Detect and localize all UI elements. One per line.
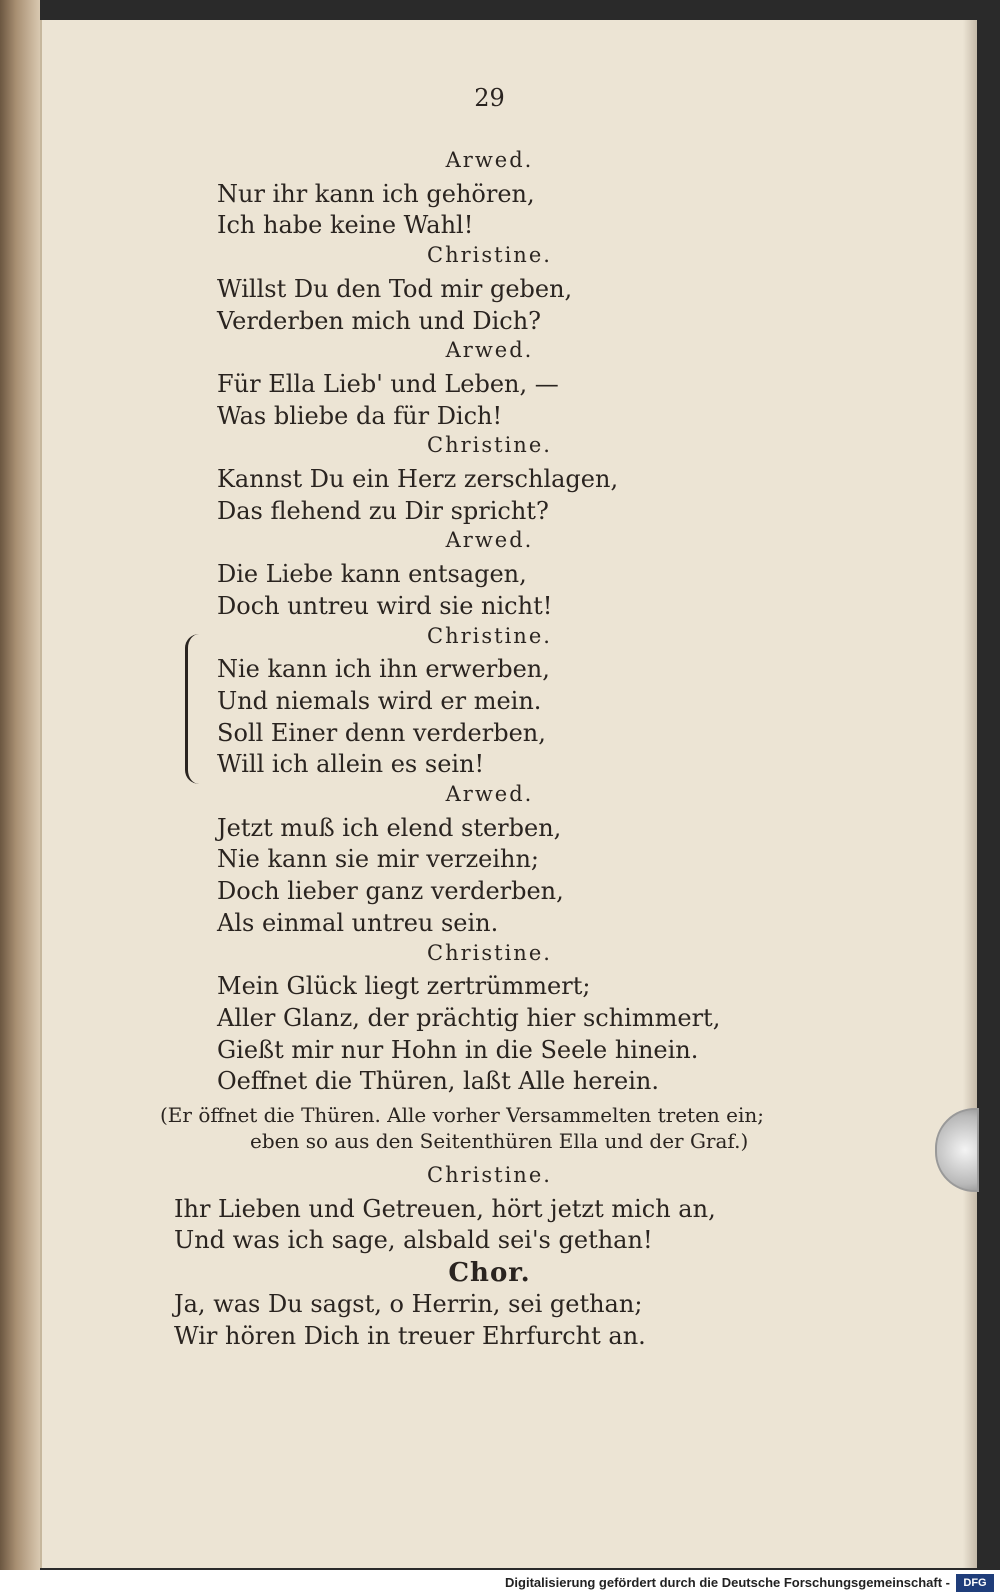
verse-line: Wir hören Dich in treuer Ehrfurcht an. [174,1321,646,1350]
verse-line: Verderben mich und Dich? [217,306,542,335]
verse-line: Mein Glück liegt zertrümmert; [217,972,591,1001]
verse-line: Will ich allein es sein! [217,750,485,779]
stage-direction-line: (Er öffnet die Thüren. Alle vorher Versammelten treten ein; [160,1103,764,1127]
verse-line: Und niemals wird er mein. [217,686,542,715]
verse-line: Nur ihr kann ich gehören, [217,179,535,208]
verse-line: Die Liebe kann entsagen, [217,560,527,589]
book-spine [0,0,40,1570]
speaker-name: Arwed. [445,338,534,363]
dfg-logo[interactable]: DFG [956,1574,994,1592]
verse-line: Und was ich sage, alsbald sei's gethan! [174,1226,653,1255]
page-edge-shadow [963,20,977,1568]
verse-line: Aller Glanz, der prächtig hier schimmert, [217,1003,721,1032]
verse-line: Kannst Du ein Herz zerschlagen, [217,465,619,493]
verse-line: Als einmal untreu sein. [217,908,499,937]
verse-line: Doch lieber ganz verderben, [217,877,564,906]
verse-line: Oeffnet die Thüren, laßt Alle herein. [217,1067,659,1096]
book-page [40,20,977,1568]
verse-line: Was bliebe da für Dich! [217,401,503,430]
speaker-name: Christine. [427,623,552,648]
speaker-name: Arwed. [445,782,534,806]
verse-line: Ich habe keine Wahl! [217,211,474,240]
verse-line: Das flehend zu Dir spricht? [217,496,549,525]
speaker-name: Christine. [427,1163,552,1187]
footer-bar [0,1570,1000,1596]
chorus-heading: Chor. [448,1258,531,1289]
speaker-name: Christine. [427,433,552,458]
verse-bracket [185,634,200,784]
footer-credit: Digitalisierung gefördert durch die Deutsche Forschungsgemeinschaft - [505,1575,950,1590]
verse-line: Doch untreu wird sie nicht! [217,591,553,620]
verse-line: Gießt mir nur Hohn in die Seele hinein. [217,1035,699,1064]
stage-direction-line: eben so aus den Seitenthüren Ella und der Graf.) [250,1129,749,1153]
verse-line: Ihr Lieben und Getreuen, hört jetzt mich an, [174,1194,716,1223]
verse-line: Willst Du den Tod mir geben, [217,274,573,303]
verse-line: Ja, was Du sagst, o Herrin, sei gethan; [174,1289,643,1318]
verse-line: Für Ella Lieb' und Leben, — [217,369,559,398]
page-number: 29 [474,84,505,112]
verse-line: Soll Einer denn verderben, [217,718,546,747]
speaker-name: Christine. [427,243,552,268]
verse-line: Nie kann ich ihn erwerben, [217,655,550,684]
speaker-name: Christine. [427,940,552,965]
speaker-name: Arwed. [445,528,534,553]
speaker-name: Arwed. [445,148,534,172]
verse-line: Nie kann sie mir verzeihn; [217,845,540,874]
verse-line: Jetzt muß ich elend sterben, [217,813,562,842]
